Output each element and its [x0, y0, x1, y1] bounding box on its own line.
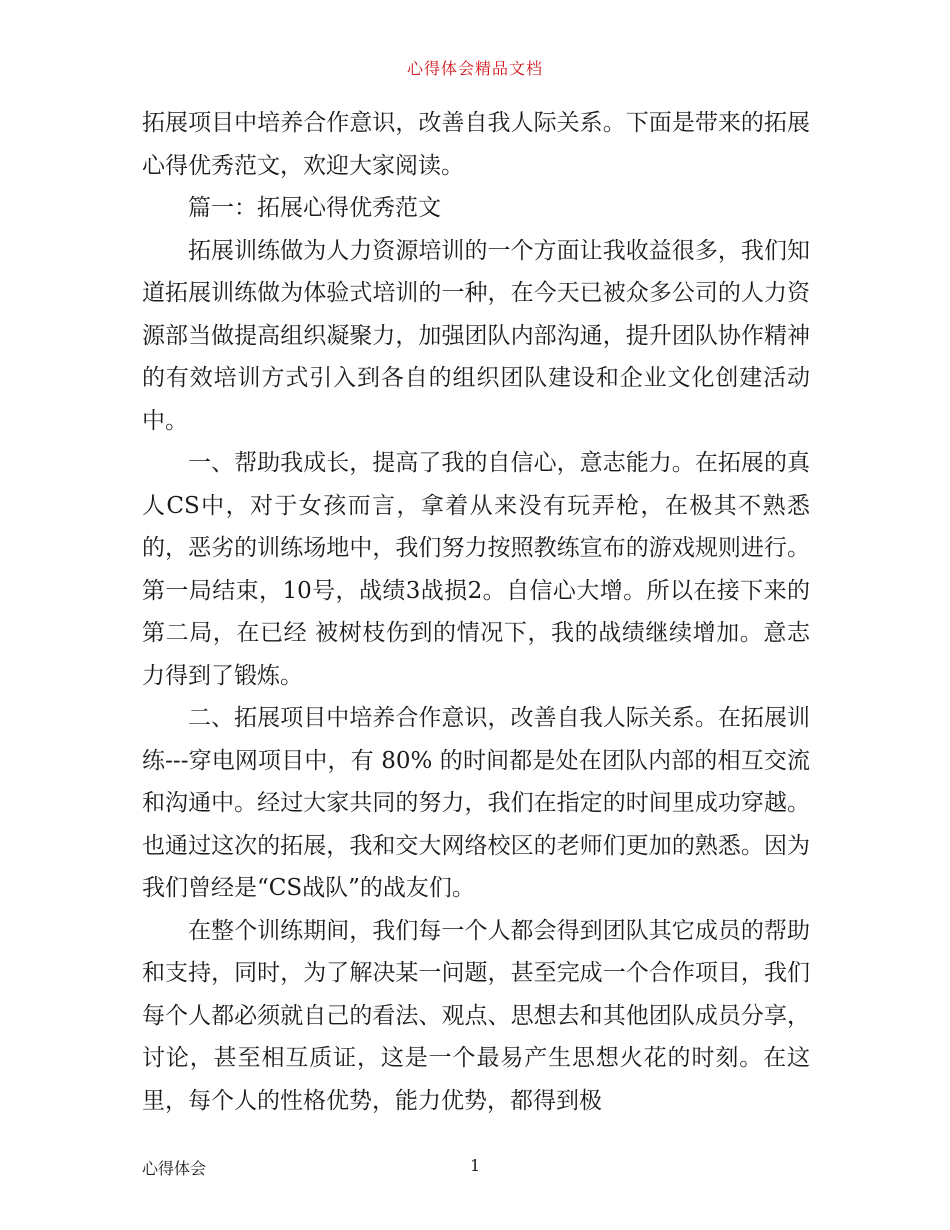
footer-label: 心得体会 — [142, 1159, 207, 1178]
paragraph: 在整个训练期间，我们每一个人都会得到团队其它成员的帮助和支持，同时，为了解决某一问题，甚至完成一个合作项目，我们每个人都必须就自己的看法、观点、思想去和其他团队成员分享，讨论，甚至相互质证，这是一个最易产生思想火花的时刻。在这里，每个人的性格优势，能力优势，都得到极 — [142, 917, 810, 1114]
paragraph: 拓展训练做为人力资源培训的一个方面让我收益很多，我们知道拓展训练做为体验式培训的一种，在今天已被众多公司的人力资源部当做提高组织凝聚力，加强团队内部沟通，提升团队协作精神的有效培训方式引入到各自的组织团队建设和企业文化创建活动中。 — [142, 237, 810, 434]
section-heading: 篇一：拓展心得优秀范文 — [188, 195, 441, 221]
paragraph: 一、帮助我成长，提高了我的自信心，意志能力。在拓展的真人CS中，对于女孩而言，拿着从来没有玩弄枪，在极其不熟悉的，恶劣的训练场地中，我们努力按照教练宣布的游戏规则进行。第一局结束，10号，战绩3战损2。自信心大增。所以在接下来的第二局，在已经 被树枝伤到的情况下，我的战绩继续增加。意志力得到了锻炼。 — [142, 450, 810, 689]
document-body — [142, 102, 810, 1122]
page-number: 1 — [470, 1156, 481, 1175]
page-header-title: 心得体会精品文档 — [406, 59, 543, 78]
paragraph: 二、拓展项目中培养合作意识，改善自我人际关系。在拓展训练---穿电网项目中，有 80% 的时间都是处在团队内部的相互交流和沟通中。经过大家共同的努力，我们在指定的时间里成功穿越。也通过这次的拓展，我和交大网络校区的老师们更加的熟悉。因为我们曾经是“CS战队”的战友们。 — [142, 705, 810, 901]
paragraph-intro: 拓展项目中培养合作意识，改善自我人际关系。下面是带来的拓展心得优秀范文，欢迎大家阅读。 — [142, 110, 810, 179]
